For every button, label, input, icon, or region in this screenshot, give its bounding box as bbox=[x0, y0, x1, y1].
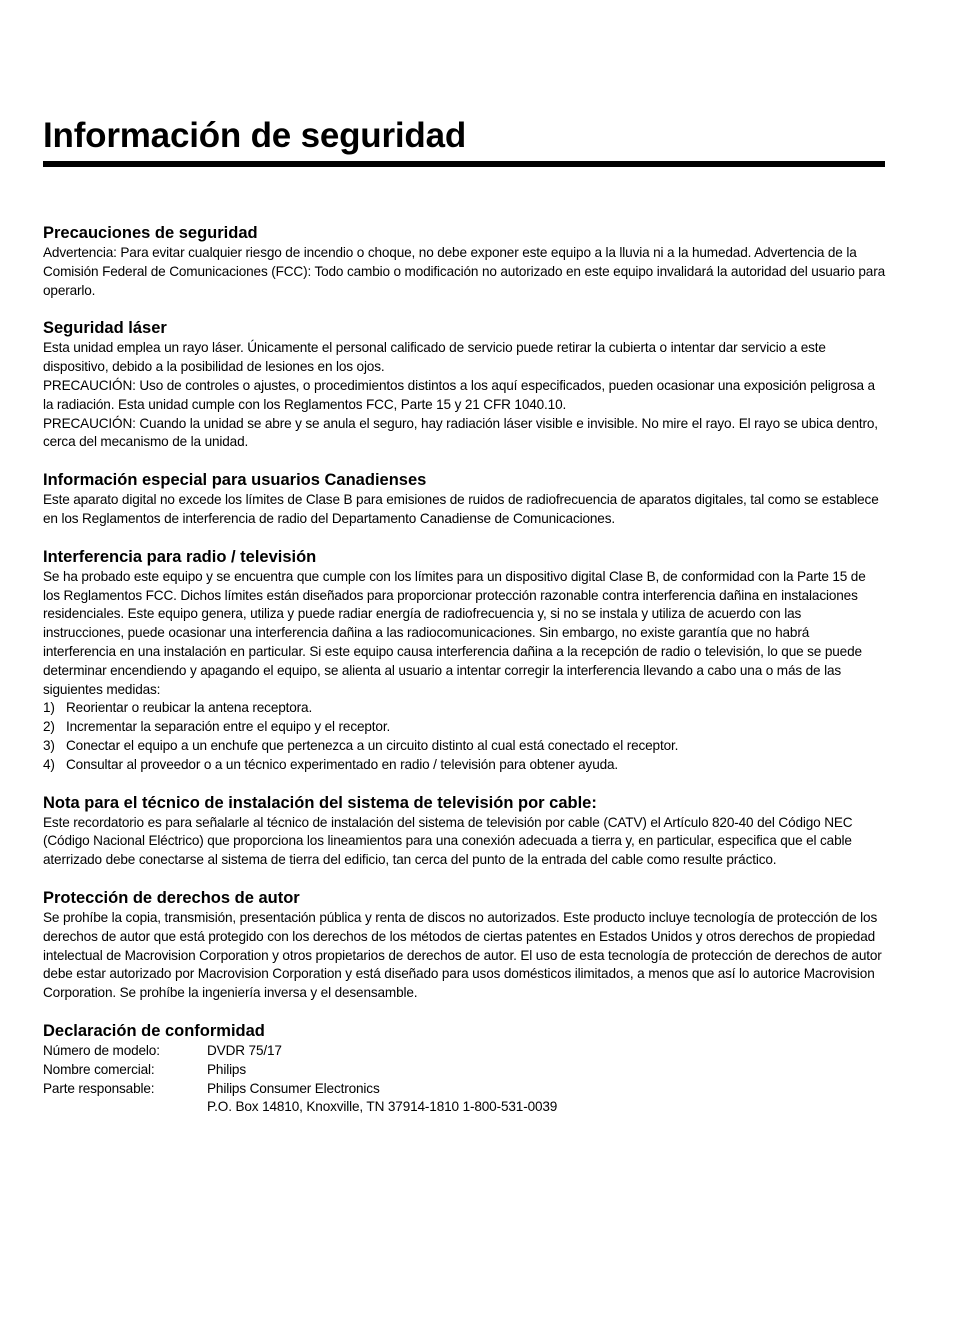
section-heading: Declaración de conformidad bbox=[43, 1021, 265, 1040]
table-row bbox=[43, 1042, 557, 1061]
list-item-number: 3) bbox=[43, 737, 55, 753]
section-heading: Interferencia para radio / televisión bbox=[43, 547, 317, 566]
section-heading: Precauciones de seguridad bbox=[43, 224, 258, 242]
section-paragraph: Se prohíbe la copia, transmisión, presentación pública y renta de discos no autorizados. Este producto incluye tecnología de protección de los derechos de autor que está protegido con los derechos de los métodos de ciertas patentes en Estados Unidos y otros derechos de propiedad intelectual de Macrovision Corporation y otros propietarios de derechos de autor. El uso de esta tecnología de protección de derechos de autor debe estar autorizado por Macrovision Corporation y está diseñado para usos domésticos ilimitados, a menos que así lo autorice Macrovision Corporation. Se prohíbe la ingeniería inversa y el desensamble. bbox=[43, 909, 882, 1001]
list-item-number: 4) bbox=[43, 756, 55, 772]
section-interferencia bbox=[43, 547, 885, 775]
section-paragraph: Este recordatorio es para señalarle al técnico de instalación del sistema de televisión por cable (CATV) el Artículo 820-40 del Código NEC (Código Nacional Eléctrico) que proporciona los lineamientos para una conexión adecuada a tierra y, en particular, especifica que el cable aterrizado debe conectarse al sistema de tierra del edificio, tan cerca del punto de la entrada del cable como resulte práctico. bbox=[43, 814, 853, 868]
list-item-text: Consultar al proveedor o a un técnico experimentado en radio / televisión para obtener ayuda. bbox=[66, 756, 619, 772]
declaration-label bbox=[43, 1098, 207, 1117]
section-laser bbox=[43, 318, 885, 452]
declaration-value: Philips bbox=[207, 1061, 246, 1077]
declaration-label: Parte responsable: bbox=[43, 1080, 155, 1096]
declaration-value: Philips Consumer Electronics bbox=[207, 1080, 380, 1096]
section-heading: Información especial para usuarios Canadienses bbox=[43, 471, 427, 490]
list-item-text: Incrementar la separación entre el equipo y el receptor. bbox=[66, 719, 391, 735]
list-item-number: 1) bbox=[43, 700, 55, 716]
list-item-number: 2) bbox=[43, 719, 55, 735]
table-row bbox=[43, 1061, 557, 1080]
title-rule bbox=[43, 161, 885, 167]
page-title: Información de seguridad bbox=[43, 116, 467, 155]
declaration-table bbox=[43, 1042, 557, 1117]
measures-list bbox=[43, 699, 885, 774]
declaration-value: DVDR 75/17 bbox=[207, 1042, 282, 1058]
section-derechos bbox=[43, 888, 885, 1003]
section-paragraph: Se ha probado este equipo y se encuentra que cumple con los límites para un dispositivo digital Clase B, de conformidad con la Parte 15 de los Reglamentos FCC. Dichos límites están diseñados para proporcionar protección razonable contra interferencia dañina en instalaciones residenciales. Este equipo genera, utiliza y puede radiar energía de radiofrecuencia y, si no se instala y utiliza de acuerdo con las instrucciones, puede ocasionar una interferencia dañina a las radiocomunicaciones. Sin embargo, no existe garantía que no habrá interferencia en una instalación en particular. Si este equipo causa interferencia dañina a la recepción de radio o televisión, lo que se puede determinar encendiendo y apagando el equipo, se alienta al usuario a intentar corregir la interferencia llevando a cabo una o más de las siguientes medidas: bbox=[43, 568, 866, 697]
list-item-text: Conectar el equipo a un enchufe que pertenezca a un circuito distinto al cual está conectado el receptor. bbox=[66, 737, 679, 753]
page-body bbox=[43, 223, 885, 1135]
section-paragraph: PRECAUCIÓN: Uso de controles o ajustes, o procedimientos distintos a los aquí especificados, pueden ocasionar una exposición peligrosa a la radiación. Esta unidad cumple con los Reglamentos FCC, Parte 15 y 21 CFR 1040.10. bbox=[43, 377, 875, 412]
list-item bbox=[43, 699, 885, 718]
declaration-value: P.O. Box 14810, Knoxville, TN 37914-1810 1-800-531-0039 bbox=[207, 1099, 558, 1115]
table-row bbox=[43, 1098, 557, 1117]
section-paragraph: PRECAUCIÓN: Cuando la unidad se abre y se anula el seguro, hay radiación láser visible e invisible. No mire el rayo. El rayo se ubica dentro, cerca del mecanismo de la unidad. bbox=[43, 415, 878, 450]
section-declaracion bbox=[43, 1021, 885, 1117]
list-item-text: Reorientar o reubicar la antena receptora. bbox=[66, 700, 313, 716]
section-heading: Seguridad láser bbox=[43, 319, 167, 338]
list-item bbox=[43, 737, 885, 756]
section-catv bbox=[43, 793, 885, 870]
list-item bbox=[43, 756, 885, 775]
declaration-label: Nombre comercial: bbox=[43, 1061, 155, 1077]
section-heading: Nota para el técnico de instalación del sistema de televisión por cable: bbox=[43, 793, 597, 812]
section-paragraph: Esta unidad emplea un rayo láser. Únicamente el personal calificado de servicio puede retirar la cubierta o intentar dar servicio a este dispositivo, debido a la posibilidad de lesiones en los ojos. bbox=[43, 340, 826, 375]
section-paragraph: Este aparato digital no excede los límites de Clase B para emisiones de ruidos de radiofrecuencia de aparatos digitales, tal como se establece en los Reglamentos de interferencia de radio del Departamento Canadiense de Comunicaciones. bbox=[43, 492, 879, 526]
list-item bbox=[43, 718, 885, 737]
table-row bbox=[43, 1080, 557, 1099]
section-canadienses bbox=[43, 470, 885, 529]
section-paragraph: Advertencia: Para evitar cualquier riesgo de incendio o choque, no debe exponer este equipo a la lluvia ni a la humedad. Advertencia de la Comisión Federal de Comunicaciones (FCC): Todo cambio o modificación no autorizado en este equipo invalidará la autoridad del usuario para operarlo. bbox=[43, 245, 885, 298]
section-precauciones bbox=[43, 223, 885, 300]
declaration-label: Número de modelo: bbox=[43, 1042, 160, 1058]
section-heading: Protección de derechos de autor bbox=[43, 888, 300, 907]
